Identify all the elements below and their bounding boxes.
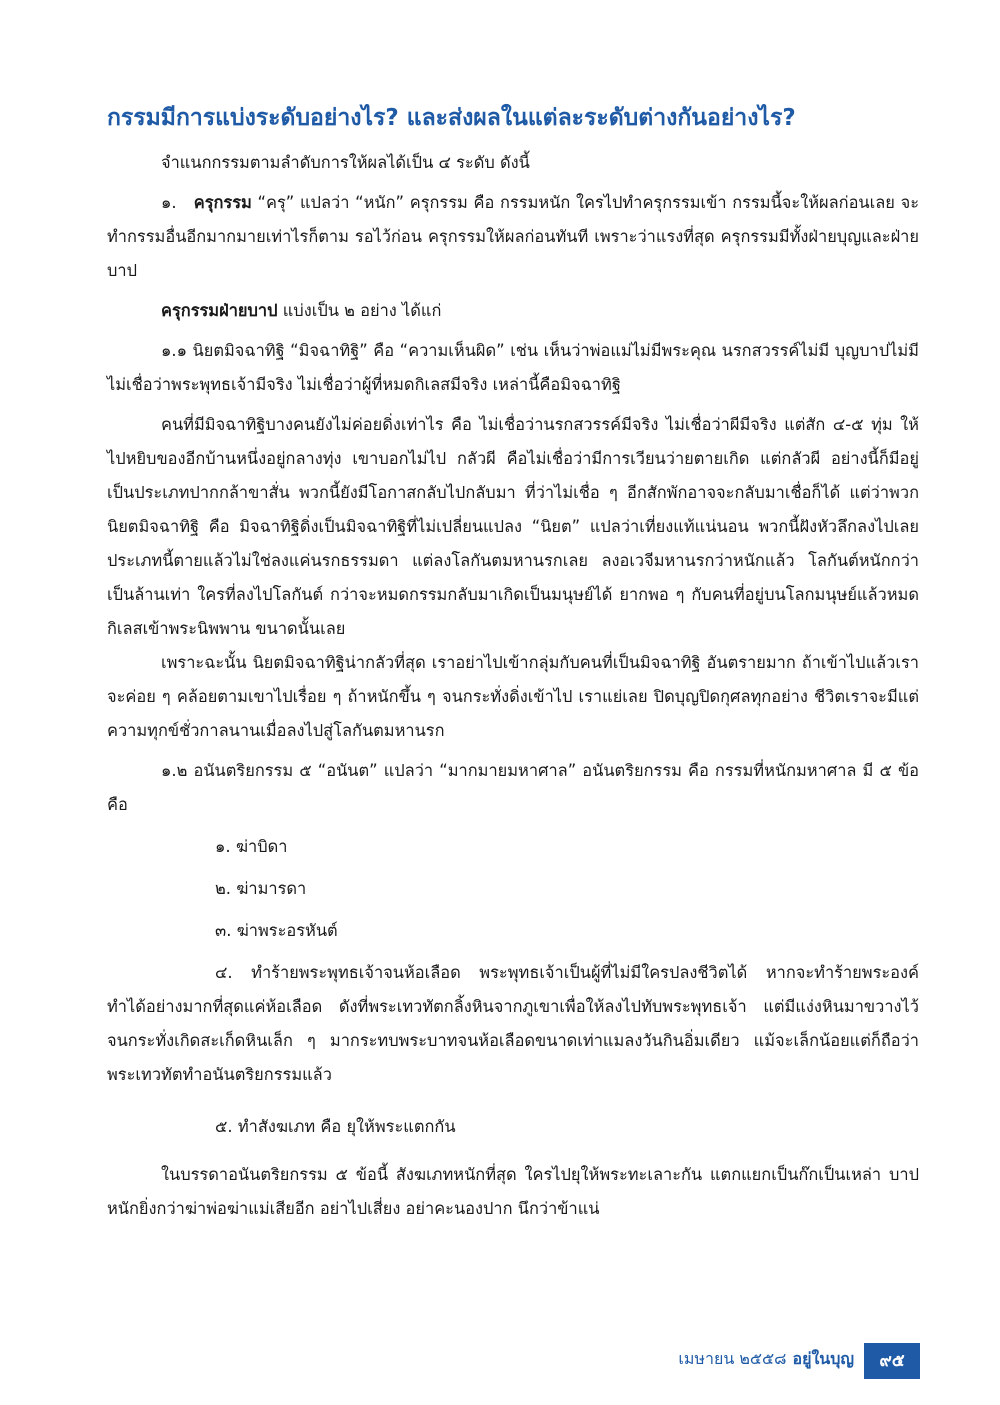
list-item-4: ๔. ทำร้ายพระพุทธเจ้าจนห้อเลือด พระพุทธเจ้าเป็นผู้ที่ไม่มีใครปลงชีวิตได้ หากจะทำร้ายพระองค์ ทำได้อย่างมากที่สุดแค่ห้อเลือด ดังที่พระเทวทัตกลิ้งหินจากภูเขาเพื่อให้ลงไปทับพระพุทธเจ้า แต่มีแง่งหินมาขวางไว้ จนกระทั่งเกิดสะเก็ดหินเล็ก ๆ มากระทบพระบาทจนห้อเลือดขนาดเท่าแมลงวันกินอิ่มเดียว แม้จะเล็กน้อยแต่ก็ถือว่าพระเทวทัตทำอนันตริยกรรมแล้ว <box>107 963 919 1084</box>
paragraph-1-term: ครุกรรม <box>193 193 252 212</box>
paragraph-3: ๑.๑ นิยตมิจฉาทิฐิ “มิจฉาทิฐิ” คือ “ความเห็นผิด” เช่น เห็นว่าพ่อแม่ไม่มีพระคุณ นรกสวรรค์ไม่มี บุญบาปไม่มี ไม่เชื่อว่าพระพุทธเจ้ามีจริง ไม่เชื่อว่าผู้ที่หมดกิเลสมีจริง เหล่านี้คือมิจฉาทิฐิ <box>107 341 919 394</box>
paragraph-1 <box>107 186 919 288</box>
paragraph-2-text: แบ่งเป็น ๒ อย่าง ได้แก่ <box>277 301 442 320</box>
footer-magazine: อยู่ในบุญ <box>792 1349 854 1368</box>
footer-text <box>678 1347 854 1372</box>
paragraph-7: ในบรรดาอนันตริยกรรม ๕ ข้อนี้ สังฆเภทหนักที่สุด ใครไปยุให้พระทะเลาะกัน แตกแยกเป็นก๊กเป็นเหล่า บาปหนักยิ่งกว่าฆ่าพ่อฆ่าแม่เสียอีก อย่าไปเสี่ยง อย่าคะนองปาก นึกว่าข้าแน่ <box>107 1165 919 1218</box>
footer-date: เมษายน ๒๕๕๘ <box>678 1349 787 1368</box>
list-item-5: ๕. ทำสังฆเภท คือ ยุให้พระแตกกัน <box>215 1117 456 1136</box>
paragraph-6: ๑.๒ อนันตริยกรรม ๕ “อนันต” แปลว่า “มากมายมหาศาล” อนันตริยกรรม คือ กรรมที่หนักมหาศาล มี ๕ ข้อ คือ <box>107 761 919 814</box>
paragraph-2 <box>107 294 919 328</box>
intro-paragraph: จำแนกกรรมตามลำดับการให้ผลได้เป็น ๔ ระดับ ดังนี้ <box>161 153 530 172</box>
paragraph-5: เพราะฉะนั้น นิยตมิจฉาทิฐิน่ากลัวที่สุด เราอย่าไปเข้ากลุ่มกับคนที่เป็นมิจฉาทิฐิ อันตรายมาก ถ้าเข้าไปแล้วเราจะค่อย ๆ คล้อยตามเขาไปเรื่อย ๆ ถ้าหนักขึ้น ๆ จนกระทั่งดิ่งเข้าไป เราแย่เลย ปิดบุญปิดกุศลทุกอย่าง ชีวิตเราจะมีแต่ความทุกข์ชั่วกาลนานเมื่อลงไปสู่โลกันตมหานรก <box>107 653 919 740</box>
list-item: ๑. ฆ่าบิดา <box>215 837 288 856</box>
page-footer <box>0 1343 1000 1379</box>
paragraph-2-term: ครุกรรมฝ่ายบาป <box>161 301 278 320</box>
list-item: ๓. ฆ่าพระอรหันต์ <box>215 921 338 940</box>
article-heading: กรรมมีการแบ่งระดับอย่างไร? และส่งผลในแต่ละระดับต่างกันอย่างไร? <box>107 105 796 131</box>
page-number-badge: ๙๕ <box>864 1343 920 1379</box>
paragraph-1-number: ๑. <box>161 193 177 212</box>
list-item: ๒. ฆ่ามารดา <box>215 879 307 898</box>
article-body <box>107 146 919 1226</box>
paragraph-4: คนที่มีมิจฉาทิฐิบางคนยังไม่ค่อยดิ่งเท่าไร คือ ไม่เชื่อว่านรกสวรรค์มีจริง ไม่เชื่อว่าผีมีจริง แต่สัก ๔-๕ ทุ่ม ให้ไปหยิบของอีกบ้านหนึ่งอยู่กลางทุ่ง เขาบอกไม่ไป กลัวผี คือไม่เชื่อว่ามีการเวียนว่ายตายเกิด แต่กลัวผี อย่างนี้ก็มีอยู่ เป็นประเภทปากกล้าขาสั่น พวกนี้ยังมีโอกาสกลับไปกลับมา ที่ว่าไม่เชื่อ ๆ อีกสักพักอาจจะกลับมาเชื่อก็ได้ แต่ว่าพวกนิยตมิจฉาทิฐิ คือ มิจฉาทิฐิดิ่งเป็นมิจฉาทิฐิที่ไม่เปลี่ยนแปลง “นิยต” แปลว่าเที่ยงแท้แน่นอน พวกนี้ฝังหัวลึกลงไปเลย ประเภทนี้ตายแล้วไม่ใช่ลงแค่นรกธรรมดา แต่ลงโลกันตมหานรกเลย ลงอเวจีมหานรกว่าหนักแล้ว โลกันต์หนักกว่าเป็นล้านเท่า ใครที่ลงไปโลกันต์ กว่าจะหมดกรรมกลับมาเกิดเป็นมนุษย์ได้ ยากพอ ๆ กับคนที่อยู่บนโลกมนุษย์แล้วหมดกิเลสเข้าพระนิพพาน ขนาดนั้นเลย <box>107 415 919 638</box>
paragraph-1-text: “ครุ” แปลว่า “หนัก” ครุกรรม คือ กรรมหนัก ใครไปทำครุกรรมเข้า กรรมนี้จะให้ผลก่อนเลย จะทำกรรมอื่นอีกมากมายเท่าไรก็ตาม รอไว้ก่อน ครุกรรมให้ผลก่อนทันที เพราะว่าแรงที่สุด ครุกรรมมีทั้งฝ่ายบุญและฝ่ายบาป <box>107 193 919 280</box>
